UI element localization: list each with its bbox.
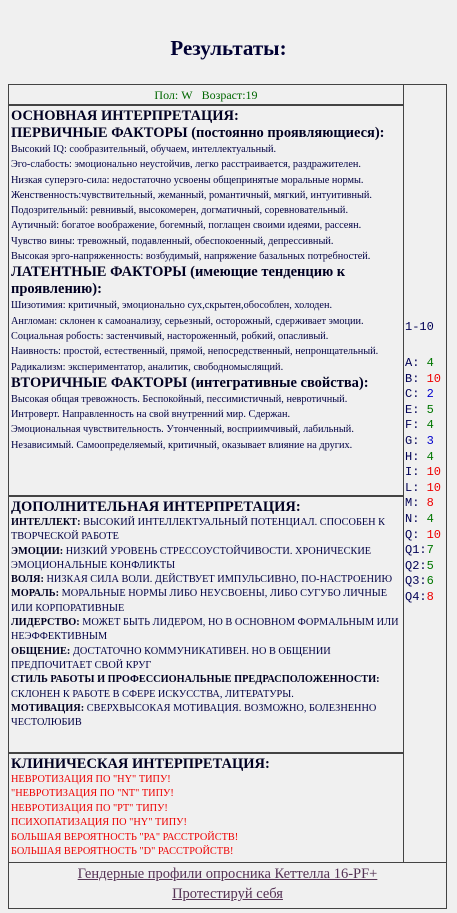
factor-score-row — [405, 403, 441, 419]
secondary-factor-line: Высокая общая тревожность. Беспокойный, пессимистичный, невротичный. — [11, 393, 348, 405]
factor-score-value: 10 — [426, 480, 442, 495]
factor-score-key: E: — [405, 402, 427, 417]
additional-interpretation-item — [11, 516, 402, 545]
main-interpretation-heading: ОСНОВНАЯ ИНТЕРПРЕТАЦИЯ: — [11, 108, 239, 124]
latent-factor-line: Англоман: склонен к самоанализу, серьезный, осторожный, сдерживает эмоции. — [11, 315, 364, 327]
additional-item-label: ИНТЕЛЛЕКТ: — [11, 517, 81, 528]
factor-score-row — [405, 496, 441, 512]
clinical-interpretation-heading: КЛИНИЧЕСКАЯ ИНТЕРПРЕТАЦИЯ: — [11, 756, 270, 772]
secondary-factors-list — [11, 392, 402, 453]
additional-interpretation-heading: ДОПОЛНИТЕЛЬНАЯ ИНТЕРПРЕТАЦИЯ: — [11, 499, 301, 515]
factor-score-row — [405, 574, 441, 590]
factor-score-value: 4 — [426, 511, 434, 526]
primary-factors-heading: ПЕРВИЧНЫЕ ФАКТОРЫ (постоянно проявляющиеся): — [11, 125, 385, 141]
factor-score-value: 4 — [426, 356, 434, 370]
factor-score-value: 5 — [426, 402, 434, 417]
primary-factor-line: Высокий IQ: сообразительный, обучаем, интеллектуальный. — [11, 144, 277, 155]
primary-factor-line: Низкая суперэго-сила: недостаточно усвоены общепринятые моральные нормы. — [11, 174, 364, 186]
footer-divider — [9, 862, 446, 863]
factor-score-row — [405, 418, 441, 434]
latent-factors-list — [11, 298, 402, 374]
additional-interpretation-item — [11, 616, 402, 645]
additional-item-text: НИЗКИЙ УРОВЕНЬ СТРЕССОУСТОЙЧИВОСТИ. ХРОНИЧЕСКИЕ ЭМОЦИОНАЛЬНЫЕ КОНФЛИКТЫ — [11, 545, 372, 571]
factor-score-row — [405, 356, 441, 372]
factor-score-value: 4 — [426, 449, 434, 464]
primary-factor-line: Женственность:чувствительный, жеманный, романтичный, мягкий, интуитивный. — [11, 189, 372, 201]
factor-score-value: 10 — [426, 371, 442, 386]
factor-score-value: 8 — [426, 496, 434, 511]
additional-item-text: МОЖЕТ БЫТЬ ЛИДЕРОМ, НО В ОСНОВНОМ ФОРМАЛЬНЫМ ИЛИ НЕЭФФЕКТИВНЫМ — [11, 617, 399, 643]
age-label: Возраст:19 — [201, 88, 258, 102]
factor-score-value: 7 — [426, 543, 434, 558]
additional-interpretation-item — [11, 702, 402, 731]
factor-score-row — [405, 481, 441, 497]
additional-item-text: МОРАЛЬНЫЕ НОРМЫ ЛИБО НЕУСВОЕНЫ, ЛИБО СУГУБО ЛИЧНЫЕ ИЛИ КОРПОРАТИВНЫЕ — [11, 588, 388, 614]
additional-item-label: ОБЩЕНИЕ: — [11, 645, 71, 657]
factor-score-key: N: — [405, 511, 427, 526]
latent-factors-heading: ЛАТЕНТНЫЕ ФАКТОРЫ (имеющие тенденцию к проявлению): — [11, 264, 346, 298]
scale-range-label: 1-10 — [405, 320, 434, 334]
factor-score-value: 10 — [426, 527, 442, 542]
page-title: Результаты: — [170, 36, 287, 60]
factor-score-key: Q1: — [405, 543, 427, 558]
sex-label: Пол: W — [154, 88, 193, 102]
footer-links — [9, 864, 446, 904]
primary-factor-line: Высокая эрго-напряженность: возбудимый, напряжение базальных потребностей. — [11, 251, 371, 263]
secondary-factor-line: Независимый. Самоопределяемый, критичный, оказывает влияние на других. — [11, 439, 353, 451]
clinical-warning-line: НЕВРОТИЗАЦИЯ ПО "HY" ТИПУ! — [11, 774, 171, 785]
factor-score-row — [405, 387, 441, 403]
secondary-factor-line: Интроверт. Направленность на свой внутренний мир. Сдержан. — [11, 409, 291, 421]
factor-score-key: I: — [405, 465, 427, 480]
primary-factor-line: Эго-слабость: эмоционально неустойчив, легко расстраивается, раздражителен. — [11, 159, 361, 171]
additional-item-label: ВОЛЯ: — [11, 574, 44, 586]
clinical-interpretation-list — [11, 773, 402, 859]
factor-score-row — [405, 465, 441, 481]
additional-item-text: СВЕРХВЫСОКАЯ МОТИВАЦИЯ. ВОЗМОЖНО, БОЛЕЗНЕННО ЧЕСТОЛЮБИВ — [11, 702, 377, 729]
additional-item-label: ЭМОЦИИ: — [11, 545, 64, 557]
additional-interpretation-item — [11, 545, 402, 574]
factor-scores-list — [405, 356, 441, 606]
latent-factor-line: Радикализм: экспериментатор, аналитик, свободномыслящий. — [11, 361, 284, 373]
primary-factor-line: Подозрительный: ревнивый, высокомерен, догматичный, соревновательный. — [11, 205, 349, 217]
additional-item-label: МОТИВАЦИЯ: — [11, 702, 85, 714]
factor-score-row — [405, 528, 441, 544]
clinical-interpretation — [9, 754, 403, 859]
factor-score-row — [405, 372, 441, 388]
clinical-warning-line: БОЛЬШАЯ ВЕРОЯТНОСТЬ "PA" РАССТРОЙСТВ! — [11, 831, 239, 843]
respondent-info — [9, 85, 403, 106]
primary-factors-list — [11, 142, 402, 264]
gender-profiles-link[interactable]: Гендерные профили опросника Кеттелла 16-PF+ — [77, 866, 378, 882]
factor-score-row — [405, 559, 441, 575]
factor-score-key: Q4: — [405, 589, 427, 604]
additional-interpretation-list — [11, 516, 402, 730]
primary-factor-line: Аутичный: богатое воображение, богемный, поглащен своими идеями, рассеян. — [11, 220, 362, 232]
factor-score-key: B: — [405, 371, 427, 386]
factor-score-key: G: — [405, 433, 427, 448]
additional-item-label: ЛИДЕРСТВО: — [11, 617, 80, 629]
factor-score-key: Q2: — [405, 558, 427, 573]
factor-score-key: L: — [405, 480, 427, 495]
additional-interpretation — [9, 497, 403, 754]
primary-factor-line: Чувство вины: тревожный, подавленный, обеспокоенный, депрессивный. — [11, 235, 334, 247]
latent-factor-line: Наивность: простой, естественный, прямой, непосредственный, непронщательный. — [11, 346, 379, 358]
factor-score-value: 4 — [426, 418, 434, 433]
secondary-factors-heading: ВТОРИЧНЫЕ ФАКТОРЫ (интегративные свойства): — [11, 374, 369, 391]
factor-score-key: A: — [405, 356, 427, 370]
additional-interpretation-item — [11, 573, 402, 587]
factor-score-row — [405, 543, 441, 559]
additional-interpretation-item — [11, 673, 402, 702]
factor-score-row — [405, 434, 441, 450]
latent-factor-line: Социальная робость: застенчивый, настороженный, робкий, опасливый. — [11, 330, 329, 342]
factor-score-row — [405, 450, 441, 466]
factor-score-key: M: — [405, 496, 427, 511]
additional-interpretation-item — [11, 645, 402, 674]
latent-factor-line: Шизотимия: критичный, эмоционально сух,скрытен,обособлен, холоден. — [11, 300, 333, 312]
additional-item-text: НИЗКАЯ СИЛА ВОЛИ. ДЕЙСТВУЕТ ИМПУЛЬСИВНО, ПО-НАСТРОЕНИЮ — [43, 574, 393, 586]
factor-score-value: 3 — [426, 433, 434, 448]
clinical-warning-line: БОЛЬШАЯ ВЕРОЯТНОСТЬ "D" РАССТРОЙСТВ! — [11, 846, 234, 858]
factor-score-row — [405, 590, 441, 606]
additional-item-text: ВЫСОКИЙ ИНТЕЛЛЕКТУАЛЬНЫЙ ПОТЕНЦИАЛ. СПОСОБЕН К ТВОРЧЕСКОЙ РАБОТЕ — [11, 517, 386, 543]
factor-score-row — [405, 512, 441, 528]
factor-score-value: 8 — [426, 589, 434, 604]
main-interpretation — [9, 106, 403, 497]
additional-interpretation-item — [11, 587, 402, 616]
additional-item-text: ДОСТАТОЧНО КОММУНИКАТИВЕН. НО В ОБЩЕНИИ ПРЕДПОЧИТАЕТ СВОЙ КРУГ — [11, 645, 331, 671]
factor-score-value: 6 — [426, 574, 434, 589]
secondary-factor-line: Эмоциональная чувствительность. Утонченный, восприимчивый, лабильный. — [11, 424, 354, 436]
factor-score-key: F: — [405, 418, 427, 433]
clinical-warning-line: НЕВРОТИЗАЦИЯ ПО "PT" ТИПУ! — [11, 802, 168, 814]
factor-score-value: 5 — [426, 558, 434, 573]
factor-score-key: Q: — [405, 527, 427, 542]
clinical-warning-line: "НЕВРОТИЗАЦИЯ ПО "NT" ТИПУ! — [11, 788, 174, 800]
factor-score-key: C: — [405, 387, 427, 402]
additional-item-label: СТИЛЬ РАБОТЫ И ПРОФЕССИОНАЛЬНЫЕ ПРЕДРАСПОЛОЖЕННОСТИ: — [11, 674, 380, 686]
factor-score-value: 10 — [426, 465, 442, 480]
take-test-link[interactable]: Протестируй себя — [172, 886, 283, 902]
additional-item-text: СКЛОНЕН К РАБОТЕ В СФЕРЕ ИСКУССТВА, ЛИТЕРАТУРЫ. — [11, 688, 294, 700]
additional-item-label: МОРАЛЬ: — [11, 588, 60, 600]
results-main-column — [9, 85, 404, 862]
factor-score-value: 2 — [426, 387, 434, 402]
factor-score-key: H: — [405, 449, 427, 464]
clinical-warning-line: ПСИХОПАТИЗАЦИЯ ПО "HY" ТИПУ! — [11, 817, 187, 829]
factor-score-key: Q3: — [405, 574, 427, 589]
